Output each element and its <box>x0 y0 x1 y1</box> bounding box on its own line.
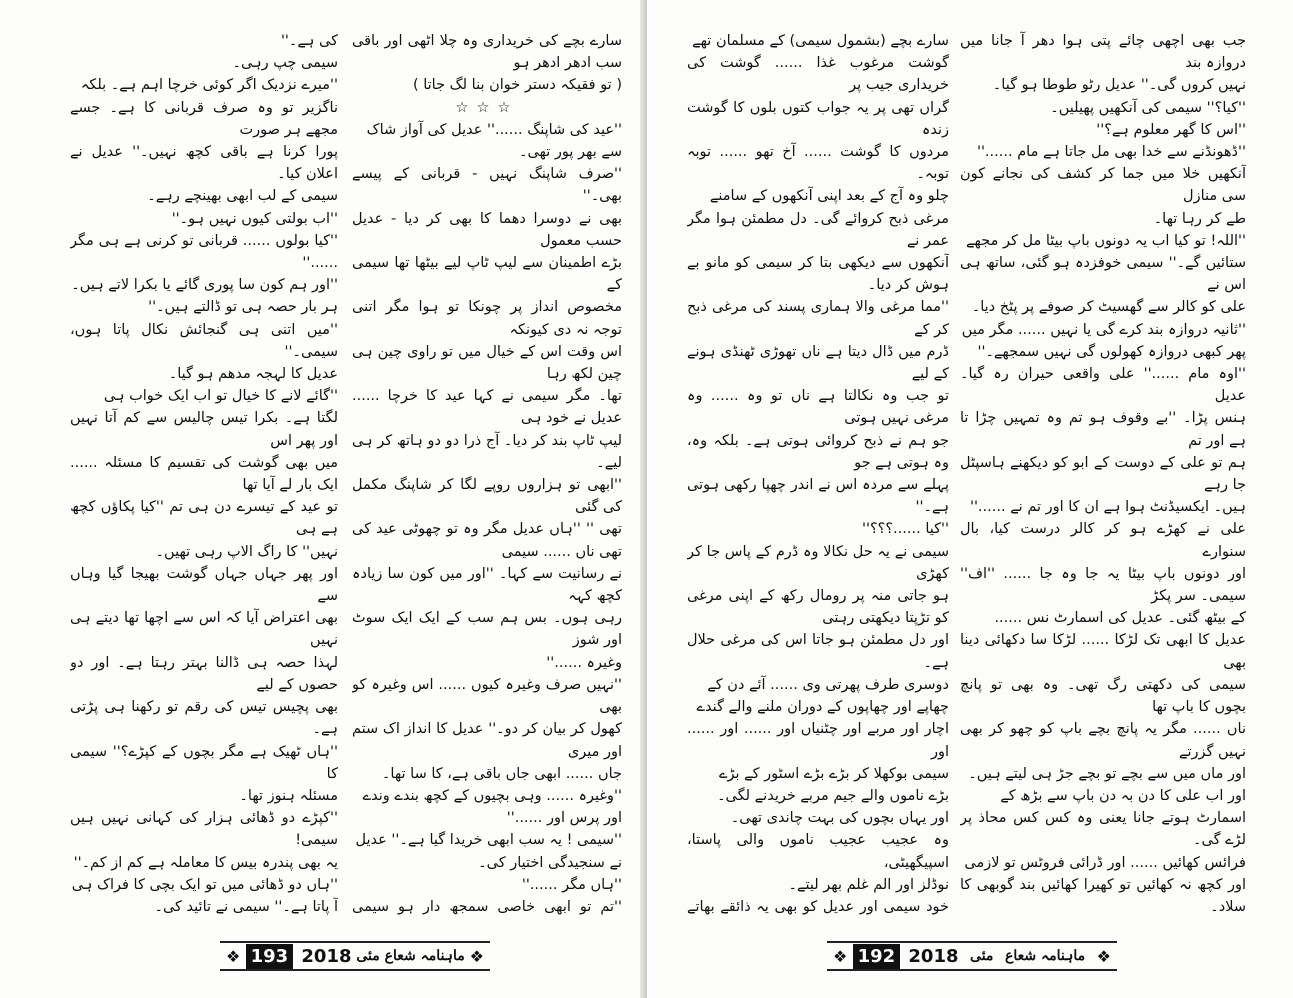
ornament-icon: ❖ <box>226 946 241 966</box>
magazine-name: ماہنامہ شعاع <box>1004 948 1086 964</box>
text-line: جو ہم نے ذبح کروائی ہوتی ہے۔ بلکہ وہ، وہ ہوتی ہے جو <box>687 432 949 471</box>
text-line: جاں ...... ابھی جاں باقی ہے، کا سا تھا۔ <box>381 765 622 782</box>
text-line: ''اور ہم کون سا پوری گائے یا بکرا لاتے ہیں۔ <box>71 277 338 294</box>
text-line: مخصوص انداز پر چونکا تو ہوا مگر اتنی توجہ نہ دی کیونکہ <box>352 299 622 338</box>
text-line <box>960 918 1246 920</box>
text-line: چھاپے اور چھاپوں کے دوران ملنے والے گندے <box>696 699 949 716</box>
text-line: بھی پچیس تیس کی رقم تو رکھنا ہی پڑتی ہے۔ <box>70 699 338 738</box>
text-line: اچار اور مربے اور چٹنیاں اور ...... اور ...... اور <box>687 721 949 760</box>
left-page-column-right <box>352 30 622 920</box>
footer-bar <box>220 941 490 971</box>
text-line: آنکھوں سے دیکھی بتا کر سیمی کو مانو بے ہوش کر دیا۔ <box>687 255 949 294</box>
text-line: عدیل کا ابھی تک لڑکا ...... لڑکا سا دکھائی دینا بھی <box>960 632 1246 671</box>
text-line <box>70 918 338 920</box>
text-line: تو عید کے تیسرے دن ہی تم ''کیا پکاؤں کچھ ہے ہی <box>70 499 338 538</box>
text-line: ''عید کی شاپنگ ......'' عدیل کی آواز شاک <box>366 121 622 138</box>
text-line: ''کیا ......؟؟؟'' <box>862 521 949 538</box>
text-line: علی کو کالر سے گھسیٹ کر صوفے پر پٹخ دیا۔ <box>971 299 1246 316</box>
left-page-footer <box>220 936 490 976</box>
text-line: ''کپڑے دو ڈھائی ہزار کی کہانی نہیں ہیں سیمی! <box>70 810 338 849</box>
page-number-block <box>833 946 959 967</box>
text-line: ڈرم میں ڈال دیتا ہے ناں تھوڑی ٹھنڈی ہونے کے لیے <box>687 343 949 383</box>
text-line: ''ثانیہ دروازہ بند کرے گی یا نہیں ...... مگر میں <box>961 321 1246 338</box>
text-line: اور کچھ نہ کھائیں تو کھیرا کھائیں بند گوبھی کا سلاد۔ <box>960 876 1246 915</box>
text-line: نے سنجیدگی اختیار کی۔ <box>478 854 622 871</box>
text-line: نوڈلز اور الم غلم بھر لیتے۔ <box>788 876 949 893</box>
text-line: ''ابھی تو ہزاروں روپے لگا کر شاپنگ مکمل کی گئی <box>352 477 622 516</box>
footer-bar <box>827 941 1117 971</box>
text-line: اور اب علی کا دن بہ دن باپ سے بڑھ کے <box>1000 787 1246 804</box>
text-line: جب بھی اچھی چائے پتی ہوا دھر آ جانا میں دروازہ بند <box>960 33 1246 72</box>
page-number-block <box>226 946 352 967</box>
text-line: بھی نے دوسرا دھما کا بھی کر دیا - عدیل حسب معمول <box>352 210 622 249</box>
text-line: میں بھی گوشت کی تقسیم کا مسئلہ ...... ایک بار لے آیا تھا <box>70 454 338 494</box>
text-line: ''تم تو ابھی خاصی سمجھ دار ہو سیمی <box>352 898 622 915</box>
text-line: چلو وہ آج کے بعد اپنی آنکھوں کے سامنے <box>709 188 949 205</box>
text-line: سیمی چپ رہی۔ <box>232 55 338 72</box>
text-line: لہذا حصہ ہی ڈالنا بہتر رہتا ہے۔ اور دو حصوں کے لیے <box>70 654 338 693</box>
text-line: گوشت مرغوب غذا ...... گوشت کی خریداری جیب پر <box>687 55 949 94</box>
text-line: ہیں۔ ایکسیڈنٹ ہوا ہے ان کا اور تم نے ......'' <box>969 499 1246 516</box>
text-line: ہنس پڑا۔ ''بے وقوف ہو تم وہ تمہیں چڑا تا ہے اور تم <box>960 410 1246 449</box>
text-line: ناں ...... مگر یہ پانچ بچے باپ کو چھو کر بھی نہیں گزرتے <box>960 721 1246 760</box>
right-page-column-right <box>960 30 1246 920</box>
text-line: فرائس کھائیں ...... اور ڈرائی فروٹس تو لازمی <box>964 854 1246 871</box>
text-line: ''گائے لانے کا خیال تو اب ایک خواب ہی <box>103 388 338 405</box>
text-line: مسئلہ ہنوز تھا۔ <box>239 787 338 804</box>
text-line: تھی '' ''ہاں عدیل مگر وہ تو چھوٹی عید کی تھی ناں ...... سیمی <box>352 521 622 560</box>
text-line: ( تو فقیکہ دستر خوان بنا لگ جاتا ) <box>412 77 622 94</box>
issue-year: 2018 <box>301 945 352 967</box>
text-line: ناگزیر تو وہ صرف قربانی کا ہے۔ جسے مجھے ہر صورت <box>70 99 338 138</box>
text-line: ستائیں گے۔'' سیمی خوفزدہ ہو گئی، ساتھ ہی اس نے <box>960 255 1246 294</box>
magazine-name: ماہنامہ شعاع <box>384 948 465 964</box>
text-line: اور دونوں باپ بیٹا یہ جا وہ جا ...... ''اف'' سیمی۔ سر پکڑ <box>960 565 1246 605</box>
text-line: ''ہاں مگر ......'' <box>521 876 622 893</box>
text-line: وغیرہ ......'' <box>546 654 622 671</box>
text-line: بھی اعتراض آیا کہ اس سے اچھا تھا دیتے ہی نہیں <box>70 610 338 649</box>
page-number: 192 <box>853 944 901 969</box>
text-line: مرغی ذبح کروائے گی۔ دل مطمئن ہوا مگر عمر نے <box>687 210 949 249</box>
text-line: اور یہاں بچوں کی بہت چاندی تھی۔ <box>730 810 949 827</box>
text-line: اور دل مطمئن ہو جاتا اس کی مرغی حلال ہے۔ <box>687 632 949 671</box>
text-line: سیمی کے لب ابھی بھینچے رہے۔ <box>147 188 338 205</box>
text-line: ہو جاتی منہ پر رومال رکھ کے اپنی مرغی کو تڑپتا دیکھتی رہتی <box>687 588 949 627</box>
text-line: آ پاتا ہے۔'' سیمی نے تائید کی۔ <box>154 898 338 915</box>
issue-month: مئی <box>356 948 380 964</box>
text-line: اور ماں میں سے بچے تو بچے جڑ ہی لیتے ہیں۔ <box>968 765 1246 782</box>
text-line: خود سیمی اور عدیل کو بھی یہ ذائقے بھاتے <box>687 898 949 915</box>
text-line: ''سیمی ! یہ سب ابھی خریدا گیا ہے۔'' عدیل <box>355 832 622 849</box>
text-line: وہ عجیب عجیب ناموں والی پاستا، اسپیگھیٹی، <box>687 832 949 871</box>
text-line: علی نے کھڑے ہو کر کالر درست کیا، بال سنوارے <box>960 521 1246 560</box>
left-page-column-left <box>70 30 338 920</box>
text-line: ''وغیرہ ...... وہی بچیوں کے کچھ بندے وندے <box>362 787 622 804</box>
text-line: پہلے سے مردہ اس نے اندر چھپا رکھی ہوتی ہے۔'' <box>687 477 949 516</box>
text-line: سیمی بوکھلا کر بڑے بڑے اسٹور کے بڑے <box>719 765 949 782</box>
text-line: ''اس کا گھر معلوم ہے؟'' <box>1096 121 1246 138</box>
text-line: رہی ہوں۔ بس ہم سب کے ایک ایک سوٹ اور شوز <box>352 610 622 649</box>
text-line: ہم تو علی کے دوست کے ابو کو دیکھنے ہاسپٹل جا رہے <box>960 454 1246 494</box>
text-line: یہ بھی پندرہ بیس کا معاملہ ہے کم از کم۔'' <box>73 854 338 871</box>
text-line: ''اب بولتی کیوں نہیں ہو۔'' <box>171 210 338 227</box>
text-line: ہر بار حصہ ہی تو ڈالتے ہیں۔'' <box>148 299 338 316</box>
text-line: ''مما مرغی والا ہماری پسند کی مرغی ذبح کر کے <box>687 299 949 338</box>
text-line: ''ہاں ٹھیک ہے مگر بچوں کے کپڑے؟'' سیمی کا <box>70 743 338 782</box>
text-line: ''اوہ مام ......'' علی واقعی حیران رہ گیا۔ عدیل <box>960 366 1246 405</box>
text-line: پورا کرنا ہے باقی کچھ نہیں۔'' عدیل نے اعلان کیا۔ <box>70 144 338 183</box>
text-line: ''ڈھونڈنے سے خدا بھی مل جاتا ہے مام ......'' <box>976 144 1246 161</box>
text-line: لگتا ہے۔ بکرا تیس چالیس سے کم آتا نہیں اور پھر اس <box>70 410 338 449</box>
text-line: ''میرے نزدیک اگر کوئی خرچا اہم ہے۔ بلکہ <box>80 77 338 94</box>
ornament-icon: ❖ <box>833 946 848 966</box>
text-line: اسمارٹ ہوتے جانا یعنی وہ کس کس محاذ پر لڑے گی۔ <box>960 810 1246 849</box>
text-line: بڑے اطمینان سے لیپ ٹاپ لیے بیٹھا تھا سیمی کے <box>352 255 622 294</box>
right-page <box>647 0 1293 998</box>
text-line: ''کیا؟'' سیمی کی آنکھیں پھیلیں۔ <box>1050 99 1246 116</box>
text-line: بڑے ناموں والے جیم مربے خریدنے لگی۔ <box>717 787 949 804</box>
text-line: گراں تھی پر یہ جواب کتوں بلوں کا گوشت زندہ <box>687 99 949 138</box>
text-line: اور پرس اور ......'' <box>506 810 622 827</box>
text-line: ''صرف شاپنگ نہیں - قربانی کے پیسے بھی۔'' <box>352 166 622 205</box>
text-line: آنکھیں خلا میں جما کر کشف کی نجانے کون سی منازل <box>960 166 1246 205</box>
text-line: ☆☆☆ <box>455 99 519 116</box>
text-line: مردوں کا گوشت ...... آخ تھو ...... توبہ توبہ۔ <box>687 144 949 183</box>
text-line: اس وقت اس کے خیال میں تو راوی چین ہی چین لکھ رہا <box>352 343 622 383</box>
text-line: نے رسانیت سے کہا۔ ''اور میں کون سا زیادہ کچھ کہہ <box>352 565 622 605</box>
right-page-footer <box>827 936 1117 976</box>
text-line: پھر کبھی دروازہ کھولوں گی نہیں سمجھے۔'' <box>977 343 1246 360</box>
text-line: تھا۔ مگر سیمی نے کہا عید کا خرچا ...... عدیل نے خود ہی <box>352 388 622 427</box>
text-line: سارے بچے (بشمول سیمی) کے مسلمان تھے <box>692 33 949 49</box>
text-line: طے کر رہا تھا۔ <box>1153 210 1246 227</box>
text-line: کے بیٹھ گئی۔ عدیل کی اسمارٹ نس ...... <box>994 610 1246 627</box>
right-page-column-left <box>687 30 949 920</box>
text-line: نہیں کروں گی۔'' عدیل رٹو طوطا ہو گیا۔ <box>992 77 1246 94</box>
issue-year: 2018 <box>908 945 959 967</box>
text-line: ''میں اتنی ہی گنجائش نکال پاتا ہوں، سیمی۔'' <box>70 321 338 360</box>
text-line: ''اللہ! تو کیا اب یہ دونوں باپ بیٹا مل کر مجھے <box>966 232 1246 249</box>
text-line: کھول کر بیان کر دو۔'' عدیل کا انداز اک ستم اور میری <box>352 721 622 760</box>
text-line: سے بھر پور تھی۔ <box>518 144 622 161</box>
text-line: سیمی کی دکھتی رگ تھی۔ وہ بھی تو پانچ بچوں کا باپ تھا <box>960 676 1246 716</box>
text-line: سارے بچے کی خریداری وہ چلا اٹھی اور باقی سب ادھر ادھر ہو <box>352 33 622 72</box>
text-line: نہیں'' کا راگ الاپ رہی تھیں۔ <box>155 543 338 560</box>
text-line: لیپ ٹاپ بند کر دیا۔ آج ذرا دو دو ہاتھ کر ہی لیے۔ <box>352 432 622 471</box>
text-line: ''کیا بولوں ...... قربانی تو کرنی ہے ہی مگر ......'' <box>70 232 338 272</box>
text-line: دوسری طرف پھرتی وی ...... آئے دن کے <box>707 676 949 693</box>
text-line: اور پھر جہاں جہاں گوشت بھیجا گیا وہاں سے <box>70 565 338 605</box>
text-line: کی ہے۔'' <box>280 33 338 49</box>
issue-month: مئی <box>970 948 994 964</box>
text-line: سیمی نے یہ حل نکالا وہ ڈرم کے پاس جا کر کھڑی <box>687 543 949 582</box>
page-number: 193 <box>246 944 294 969</box>
text-line: عدیل کا لہجہ مدھم ہو گیا۔ <box>168 366 338 383</box>
text-line: ''ہاں دو ڈھائی میں تو ایک بچی کا فراک ہی <box>71 876 338 893</box>
text-line: ''نہیں صرف وغیرہ کیوں ...... اس وغیرہ کو بھی <box>352 676 622 716</box>
ornament-icon: ❖ <box>469 946 484 966</box>
ornament-icon: ❖ <box>1096 946 1111 966</box>
text-line: تو جب وہ نکالتا ہے ناں تو وہ ...... وہ مرغی نہیں ہوتی <box>687 388 949 427</box>
